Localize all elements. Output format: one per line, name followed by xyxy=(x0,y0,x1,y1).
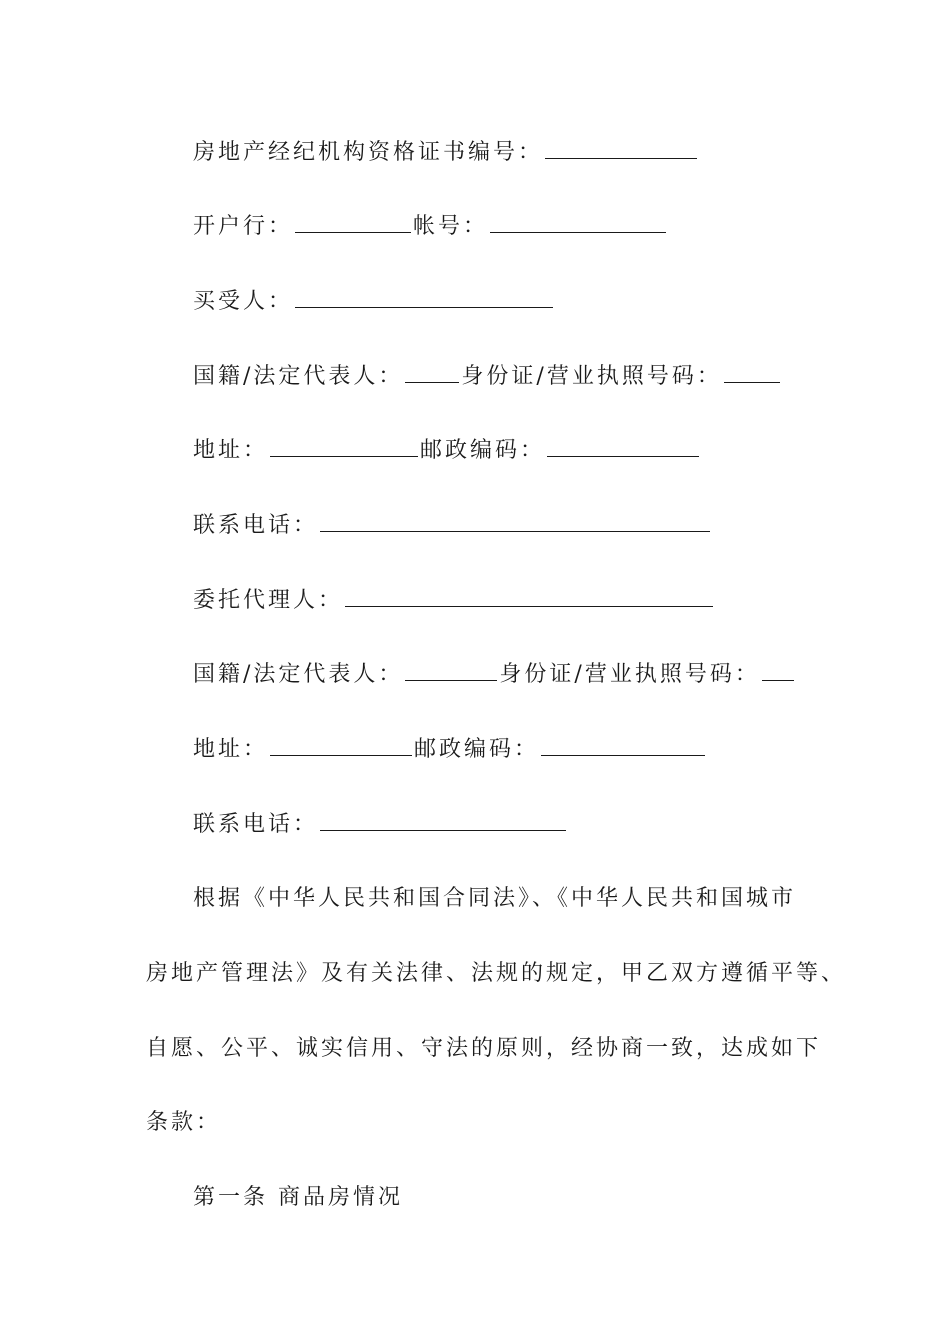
buyer-blank[interactable] xyxy=(295,287,553,308)
id-license-label: 身份证/营业执照号码： xyxy=(461,364,722,389)
bank-blank[interactable] xyxy=(295,212,411,233)
paragraph-line-1: 根据《中华人民共和国合同法》、《中华人民共和国城市 xyxy=(193,886,797,911)
agency-cert-row xyxy=(193,138,699,168)
postcode-label: 邮政编码： xyxy=(420,438,546,463)
id-license-blank[interactable] xyxy=(762,660,794,681)
bank-account-row xyxy=(193,212,668,242)
agent-label: 委托代理人： xyxy=(193,588,344,613)
nationality-rep-blank[interactable] xyxy=(405,660,497,681)
buyer-phone-row xyxy=(193,511,712,541)
nationality-rep-blank[interactable] xyxy=(405,362,459,383)
postcode-label: 邮政编码： xyxy=(414,737,540,762)
nationality-rep-label: 国籍/法定代表人： xyxy=(193,364,404,389)
phone-label: 联系电话： xyxy=(193,812,319,837)
agency-cert-blank[interactable] xyxy=(545,138,697,159)
buyer-address-row xyxy=(193,436,701,466)
postcode-blank[interactable] xyxy=(547,436,699,457)
paragraph-line-2: 房地产管理法》及有关法律、法规的规定，甲乙双方遵循平等、 xyxy=(146,961,847,986)
agent-address-row xyxy=(193,735,707,765)
buyer-label: 买受人： xyxy=(193,289,294,314)
nationality-rep-label: 国籍/法定代表人： xyxy=(193,662,404,687)
address-blank[interactable] xyxy=(270,436,418,457)
id-license-blank[interactable] xyxy=(724,362,780,383)
agent-nationality-row xyxy=(193,660,796,690)
address-label: 地址： xyxy=(193,737,269,762)
account-blank[interactable] xyxy=(490,212,666,233)
article-1-heading: 第一条 商品房情况 xyxy=(193,1185,403,1210)
phone-label: 联系电话： xyxy=(193,513,319,538)
address-label: 地址： xyxy=(193,438,269,463)
agency-cert-label: 房地产经纪机构资格证书编号： xyxy=(193,140,544,165)
agent-row xyxy=(193,586,715,616)
paragraph-line-4: 条款： xyxy=(146,1110,222,1135)
phone-blank[interactable] xyxy=(320,810,566,831)
id-license-label: 身份证/营业执照号码： xyxy=(499,662,760,687)
paragraph-line-3: 自愿、公平、诚实信用、守法的原则，经协商一致，达成如下 xyxy=(146,1036,822,1061)
buyer-nationality-row xyxy=(193,362,782,392)
buyer-row xyxy=(193,287,555,317)
account-label: 帐号： xyxy=(413,214,489,239)
agent-blank[interactable] xyxy=(345,586,713,607)
phone-blank[interactable] xyxy=(320,511,710,532)
address-blank[interactable] xyxy=(270,735,412,756)
agent-phone-row xyxy=(193,810,568,840)
postcode-blank[interactable] xyxy=(541,735,705,756)
bank-label: 开户行： xyxy=(193,214,294,239)
